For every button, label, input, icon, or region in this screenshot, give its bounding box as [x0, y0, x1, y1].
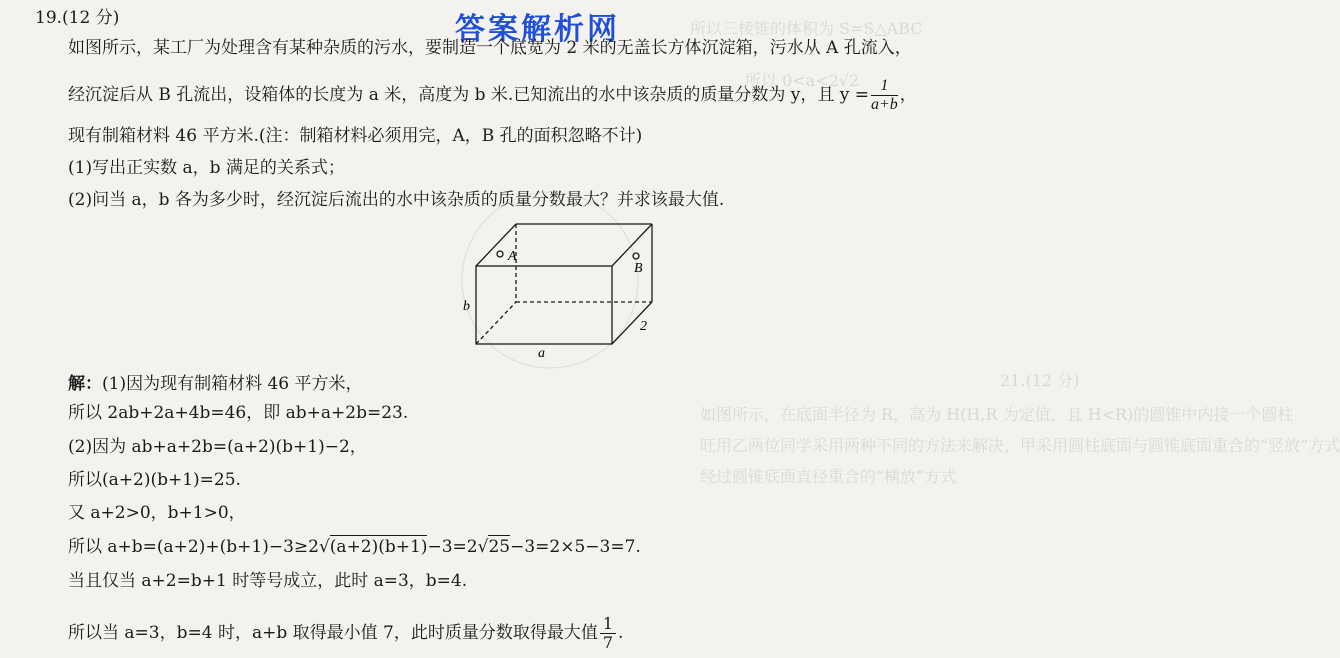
fraction-denominator: a+b	[871, 96, 898, 113]
solution-line-3: (2)因为 ab+a+2b=(a+2)(b+1)−2，	[68, 437, 367, 457]
problem-header	[35, 10, 119, 27]
label-width-2: 2	[640, 319, 647, 334]
problem-line-1: 如图所示，某工厂为处理含有某种杂质的污水，要制造一个底宽为 2 米的无盖长方体沉淀箱，污水从 A 孔流入，	[68, 38, 912, 58]
solution-line-1	[68, 376, 363, 393]
bleed-text: 如图所示，在底面半径为 R，高为 H(H,R 为定值，且 H<R)的圆锥中内接一个圆柱	[700, 405, 1294, 424]
problem-number: 19.	[35, 8, 63, 28]
solution-text-1: (1)因为现有制箱材料 46 平方米，	[102, 374, 363, 394]
box-front-face	[476, 266, 612, 344]
solution-line-2: 所以 2ab+2a+4b=46，即 ab+a+2b=23.	[68, 403, 409, 423]
bleed-text: 所以三棱锥的体积为 S=S△ABC	[690, 19, 923, 38]
fraction-max	[600, 616, 616, 651]
solution-line-7: 当且仅当 a+2=b+1 时等号成立，此时 a=3，b=4.	[68, 571, 468, 591]
problem-line-2-end: ，	[899, 85, 917, 105]
fraction-numerator: 1	[871, 78, 898, 96]
fraction-numerator: 1	[600, 616, 616, 634]
label-hole-b: B	[634, 261, 643, 276]
solution-line-5: 又 a+2>0，b+1>0，	[68, 503, 246, 523]
sqrt-radicand-2: 25	[488, 537, 511, 557]
hole-b-icon	[633, 253, 639, 259]
question-2: (2)问当 a，b 各为多少时，经沉淀后流出的水中该杂质的质量分数最大？并求该最大值.	[68, 190, 725, 210]
label-height-b: b	[463, 299, 470, 314]
label-hole-a: A	[508, 249, 517, 264]
problem-points: (12 分)	[62, 8, 120, 28]
watermark: 答案解析网	[455, 12, 620, 47]
solution-text-8: 所以当 a=3，b=4 时，a+b 取得最小值 7，此时质量分数取得最大值	[68, 623, 598, 643]
bleed-text: 21.(12 分)	[1000, 371, 1080, 390]
solution-heading: 解：	[68, 374, 102, 394]
bleed-text: 经过圆锥底面直径重合的“横放”方式	[700, 467, 957, 486]
problem-line-2	[68, 78, 917, 113]
box-figure	[450, 210, 680, 360]
problem-line-2-text: 经沉淀后从 B 孔流出，设箱体的长度为 a 米，高度为 b 米.已知流出的水中该杂质的质量分数为 y，且 y =	[68, 85, 869, 105]
solution-text-8-end: .	[618, 623, 624, 643]
question-1: (1)写出正实数 a，b 满足的关系式；	[68, 158, 345, 178]
problem-line-3: 现有制箱材料 46 平方米.(注：制箱材料必须用完，A，B 孔的面积忽略不计)	[68, 126, 643, 146]
solution-line-4: 所以(a+2)(b+1)=25.	[68, 470, 241, 490]
sqrt-symbol: √	[318, 537, 330, 557]
fraction-y	[871, 78, 898, 113]
solution-text-6c: −3=2×5−3=7.	[510, 537, 641, 557]
bleed-text: 旺用乙两位同学采用两种不同的方法来解决，甲采用圆柱底面与圆锥底面重合的“竖放”方式	[700, 436, 1340, 455]
sqrt-radicand-1: (a+2)(b+1)	[329, 537, 428, 557]
label-length-a: a	[538, 346, 545, 361]
fraction-denominator: 7	[602, 633, 614, 652]
sqrt-symbol: √	[477, 537, 489, 557]
solution-text-6b: −3=2	[427, 537, 478, 557]
bleed-text: 所以 0<a<2√2	[745, 71, 860, 90]
solution-line-8	[68, 616, 623, 651]
solution-text-6a: 所以 a+b=(a+2)+(b+1)−3≥2	[68, 537, 319, 557]
solution-line-6	[68, 539, 641, 556]
hole-a-icon	[497, 251, 503, 257]
